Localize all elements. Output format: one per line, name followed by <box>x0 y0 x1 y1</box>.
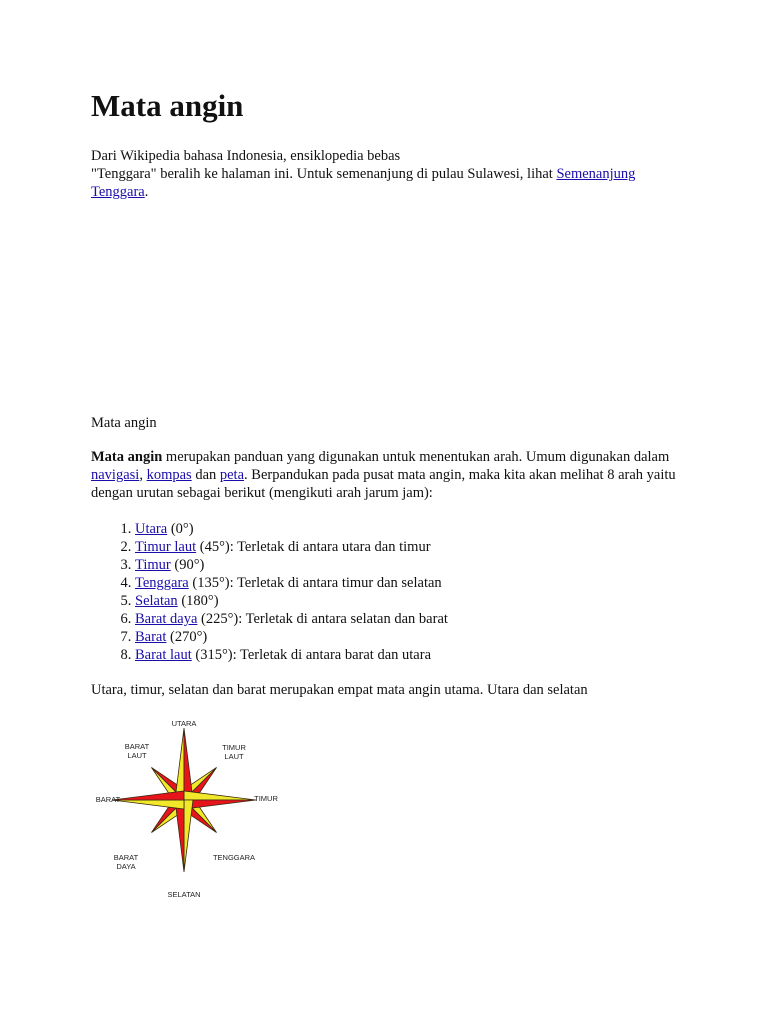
label-barat: BARAT <box>95 795 121 804</box>
direction-link-tenggara[interactable]: Tenggara <box>135 575 189 591</box>
list-item <box>135 646 448 664</box>
tagline: Dari Wikipedia bahasa Indonesia, ensiklopedia bebas <box>91 148 401 164</box>
label-utara: UTARA <box>171 719 197 728</box>
direction-desc: (45°): Terletak di antara utara dan timur <box>196 539 431 555</box>
intro-sep-1: , <box>139 467 147 483</box>
direction-link-barat[interactable]: Barat <box>135 629 167 645</box>
redirect-suffix: . <box>144 184 149 200</box>
east-point-dark-half <box>184 800 256 809</box>
east-point-light-half <box>184 791 256 800</box>
page-title: Mata angin <box>91 88 244 123</box>
label-timur: TIMUR <box>254 794 278 803</box>
south-point-light-half <box>184 800 193 872</box>
list-item <box>135 628 448 646</box>
semenanjung-tenggara-link[interactable]: Semenanjung Tenggara <box>91 166 636 200</box>
direction-link-timur-laut[interactable]: Timur laut <box>135 539 197 555</box>
list-item <box>135 592 448 610</box>
list-item <box>135 574 448 592</box>
after-paragraph: Utara, timur, selatan dan barat merupakan empat mata angin utama. Utara dan selatan <box>91 682 588 698</box>
image-caption: Mata angin <box>91 415 157 431</box>
article-subheader <box>91 147 691 201</box>
direction-desc: (270°) <box>166 629 208 645</box>
redirect-note <box>91 165 691 201</box>
directions-list <box>91 520 448 664</box>
list-item <box>135 556 448 574</box>
direction-desc: (315°): Terletak di antara barat dan utara <box>191 647 432 663</box>
label-barat-daya-2: DAYA <box>116 862 136 871</box>
west-point-dark-half <box>112 791 184 800</box>
compass-rose-svg <box>88 712 288 908</box>
direction-desc: (0°) <box>167 521 194 537</box>
navigasi-link[interactable]: navigasi <box>91 467 140 483</box>
north-point-dark-half <box>184 728 193 800</box>
kompas-link[interactable]: kompas <box>146 467 192 483</box>
intro-paragraph <box>91 448 681 502</box>
direction-desc: (135°): Terletak di antara timur dan selatan <box>188 575 442 591</box>
label-barat-laut-2: LAUT <box>127 751 147 760</box>
direction-link-barat-daya[interactable]: Barat daya <box>135 611 198 627</box>
list-item <box>135 610 448 628</box>
intro-text-2: . Berpandukan pada pusat mata angin, maka kita akan melihat 8 arah yaitu dengan urutan sebagai berikut (mengikuti arah jarum jam): <box>91 467 676 501</box>
direction-desc: (90°) <box>170 557 205 573</box>
direction-link-utara[interactable]: Utara <box>135 521 168 537</box>
direction-desc: (180°) <box>177 593 219 609</box>
south-point-dark-half <box>175 800 184 872</box>
north-point-light-half <box>175 728 184 800</box>
direction-link-selatan[interactable]: Selatan <box>135 593 178 609</box>
compass-rose-image <box>88 712 288 908</box>
peta-link[interactable]: peta <box>219 467 245 483</box>
intro-bold-term: Mata angin <box>91 449 163 465</box>
west-point-light-half <box>112 800 184 809</box>
label-timur-laut-1: TIMUR <box>222 743 246 752</box>
direction-link-barat-laut[interactable]: Barat laut <box>135 647 192 663</box>
list-item <box>135 538 448 556</box>
list-item <box>135 520 448 538</box>
label-barat-daya-1: BARAT <box>113 853 139 862</box>
intro-sep-2: dan <box>191 467 220 483</box>
intro-text-1: merupakan panduan yang digunakan untuk menentukan arah. Umum digunakan dalam <box>162 449 670 465</box>
label-timur-laut-2: LAUT <box>224 752 244 761</box>
label-tenggara: TENGGARA <box>212 853 256 862</box>
redirect-prefix: "Tenggara" beralih ke halaman ini. Untuk semenanjung di pulau Sulawesi, lihat <box>91 166 557 182</box>
label-barat-laut-1: BARAT <box>124 742 150 751</box>
label-selatan: SELATAN <box>167 890 201 899</box>
direction-desc: (225°): Terletak di antara selatan dan barat <box>197 611 448 627</box>
direction-link-timur[interactable]: Timur <box>135 557 171 573</box>
